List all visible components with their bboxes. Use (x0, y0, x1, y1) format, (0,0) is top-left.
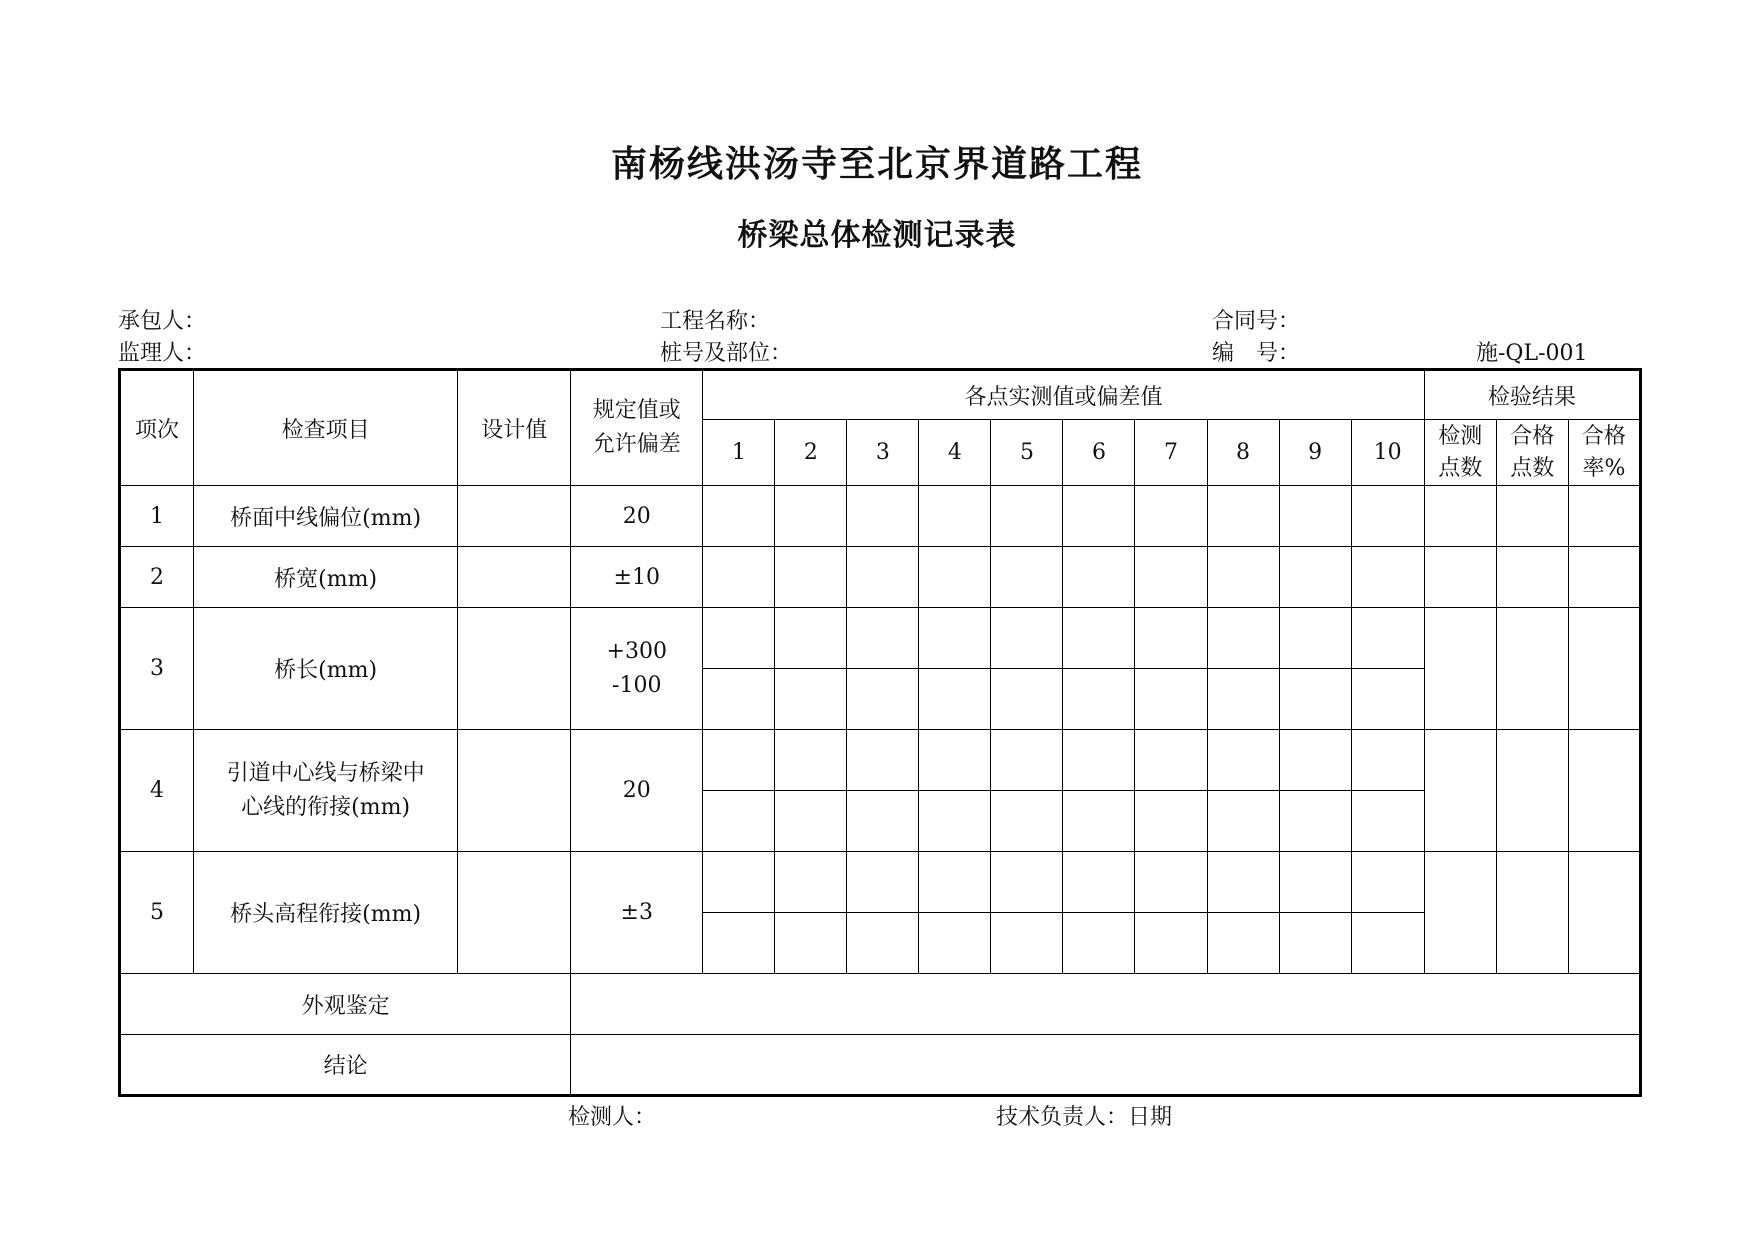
result-cell[interactable] (1424, 547, 1496, 608)
col-design-header: 设计值 (458, 370, 571, 486)
row-index: 1 (120, 486, 194, 547)
point-cell[interactable] (847, 791, 919, 852)
point-header: 3 (847, 420, 919, 486)
point-cell[interactable] (1207, 913, 1279, 974)
point-cell[interactable] (919, 547, 991, 608)
point-header: 10 (1351, 420, 1424, 486)
row-index: 3 (120, 608, 194, 730)
row-tolerance: 20 (571, 486, 703, 547)
appearance-row (120, 974, 1641, 1035)
result-pass-rate-line2: 率% (1582, 455, 1626, 481)
design-value-cell[interactable] (458, 730, 571, 852)
point-cell[interactable] (1063, 608, 1135, 669)
point-cell[interactable] (1063, 852, 1135, 913)
conclusion-label: 结论 (120, 1035, 571, 1096)
point-cell[interactable] (1351, 547, 1424, 608)
contract-no-label: 合同号： (1212, 309, 1301, 334)
table-row (120, 608, 1641, 669)
design-value-cell[interactable] (458, 486, 571, 547)
result-cell[interactable] (1496, 486, 1568, 547)
point-cell[interactable] (991, 852, 1063, 913)
row-tolerance: ±10 (571, 547, 703, 608)
row-item: 桥宽(mm) (194, 547, 458, 608)
inspection-table (118, 368, 1642, 1097)
point-cell[interactable] (919, 730, 991, 791)
point-cell[interactable] (1207, 669, 1279, 730)
point-cell[interactable] (775, 852, 847, 913)
appearance-label: 外观鉴定 (120, 974, 571, 1035)
point-cell[interactable] (1279, 547, 1351, 608)
result-cell[interactable] (1568, 547, 1640, 608)
point-cell[interactable] (1063, 669, 1135, 730)
point-cell[interactable] (847, 608, 919, 669)
col-item-header: 检查项目 (194, 370, 458, 486)
point-cell[interactable] (1135, 791, 1207, 852)
point-cell[interactable] (1279, 913, 1351, 974)
point-cell[interactable] (703, 791, 775, 852)
project-title: 南杨线洪汤寺至北京界道路工程 (610, 143, 1143, 185)
result-cell[interactable] (1424, 486, 1496, 547)
point-cell[interactable] (919, 608, 991, 669)
point-cell[interactable] (775, 791, 847, 852)
point-header: 8 (1207, 420, 1279, 486)
point-cell[interactable] (703, 486, 775, 547)
table-row (120, 547, 1641, 608)
col-result-header: 检验结果 (1424, 370, 1640, 420)
point-header: 2 (775, 420, 847, 486)
point-cell[interactable] (847, 852, 919, 913)
point-cell[interactable] (703, 547, 775, 608)
point-cell[interactable] (1135, 669, 1207, 730)
station-label: 桩号及部位： (660, 341, 793, 366)
col-index-header: 项次 (120, 370, 194, 486)
col-points-header: 各点实测值或偏差值 (703, 370, 1424, 420)
row-item: 桥面中线偏位(mm) (194, 486, 458, 547)
point-cell[interactable] (703, 852, 775, 913)
point-cell[interactable] (775, 486, 847, 547)
point-cell[interactable] (703, 730, 775, 791)
supervisor-label: 监理人： (118, 341, 207, 366)
point-cell[interactable] (1279, 486, 1351, 547)
result-cell[interactable] (1424, 852, 1496, 974)
row-tolerance (571, 608, 703, 730)
point-cell[interactable] (703, 669, 775, 730)
point-cell[interactable] (775, 913, 847, 974)
point-cell[interactable] (1279, 669, 1351, 730)
point-cell[interactable] (847, 669, 919, 730)
appearance-cell[interactable] (571, 974, 1641, 1035)
header-row-1 (120, 370, 1641, 420)
point-cell[interactable] (1207, 730, 1279, 791)
point-cell[interactable] (991, 486, 1063, 547)
point-cell[interactable] (1351, 608, 1424, 669)
serial-value: 施-QL-001 (1476, 341, 1588, 366)
col-tolerance-line1: 规定值或 (592, 398, 681, 423)
result-pass-count-line2: 点数 (1510, 455, 1555, 481)
point-cell[interactable] (1207, 608, 1279, 669)
point-cell[interactable] (847, 486, 919, 547)
point-cell[interactable] (775, 608, 847, 669)
point-cell[interactable] (1279, 730, 1351, 791)
table-row (120, 730, 1641, 791)
point-cell[interactable] (1135, 608, 1207, 669)
design-value-cell[interactable] (458, 608, 571, 730)
point-header: 4 (919, 420, 991, 486)
point-cell[interactable] (1207, 486, 1279, 547)
contractor-label: 承包人： (118, 309, 207, 334)
point-cell[interactable] (1063, 486, 1135, 547)
result-pass-count-line1: 合格 (1510, 423, 1555, 449)
table-row (120, 486, 1641, 547)
point-cell[interactable] (1351, 791, 1424, 852)
result-cell[interactable] (1496, 730, 1568, 852)
point-cell[interactable] (1279, 791, 1351, 852)
point-cell[interactable] (703, 913, 775, 974)
result-pass-count-header (1496, 420, 1568, 486)
point-cell[interactable] (919, 669, 991, 730)
point-cell[interactable] (1351, 913, 1424, 974)
project-name-label: 工程名称： (660, 309, 771, 334)
result-test-count-line2: 点数 (1438, 455, 1483, 481)
inspector-label: 检测人： (568, 1105, 657, 1130)
conclusion-row (120, 1035, 1641, 1096)
result-cell[interactable] (1568, 486, 1640, 547)
point-cell[interactable] (1063, 547, 1135, 608)
row-tolerance-lower: -100 (612, 672, 662, 698)
point-cell[interactable] (1063, 913, 1135, 974)
conclusion-cell[interactable] (571, 1035, 1641, 1096)
point-cell[interactable] (1207, 791, 1279, 852)
point-cell[interactable] (991, 547, 1063, 608)
result-pass-rate-line1: 合格 (1581, 423, 1626, 449)
row-item: 桥头高程衔接(mm) (194, 852, 458, 974)
serial-label: 编 号： (1212, 341, 1301, 366)
point-cell[interactable] (919, 852, 991, 913)
result-test-count-header (1424, 420, 1496, 486)
point-cell[interactable] (1351, 852, 1424, 913)
row-index: 5 (120, 852, 194, 974)
result-cell[interactable] (1424, 730, 1496, 852)
point-cell[interactable] (919, 791, 991, 852)
row-tolerance: ±3 (571, 852, 703, 974)
point-header: 7 (1135, 420, 1207, 486)
col-tolerance-header (571, 370, 703, 486)
design-value-cell[interactable] (458, 547, 571, 608)
point-cell[interactable] (847, 730, 919, 791)
row-index: 4 (120, 730, 194, 852)
point-cell[interactable] (991, 913, 1063, 974)
point-cell[interactable] (847, 913, 919, 974)
point-cell[interactable] (1207, 852, 1279, 913)
point-header: 9 (1279, 420, 1351, 486)
point-header: 1 (703, 420, 775, 486)
result-cell[interactable] (1424, 608, 1496, 730)
point-cell[interactable] (775, 669, 847, 730)
point-cell[interactable] (1063, 791, 1135, 852)
point-cell[interactable] (991, 791, 1063, 852)
result-cell[interactable] (1496, 608, 1568, 730)
point-cell[interactable] (1135, 547, 1207, 608)
row-item (194, 730, 458, 852)
row-tolerance: 20 (571, 730, 703, 852)
point-cell[interactable] (991, 669, 1063, 730)
point-cell[interactable] (1063, 730, 1135, 791)
point-cell[interactable] (919, 913, 991, 974)
point-cell[interactable] (991, 608, 1063, 669)
point-cell[interactable] (775, 547, 847, 608)
row-item-line2: 心线的衔接(mm) (241, 794, 411, 820)
result-pass-rate-header (1568, 420, 1640, 486)
point-cell[interactable] (1135, 913, 1207, 974)
result-test-count-line1: 检测 (1438, 423, 1483, 449)
point-cell[interactable] (1279, 852, 1351, 913)
point-header: 5 (991, 420, 1063, 486)
result-cell[interactable] (1568, 608, 1640, 730)
point-cell[interactable] (1351, 730, 1424, 791)
form-title: 桥梁总体检测记录表 (737, 218, 1017, 253)
row-tolerance-upper: +300 (606, 638, 667, 664)
point-cell[interactable] (1351, 486, 1424, 547)
row-item-line1: 引道中心线与桥梁中 (226, 760, 425, 786)
result-cell[interactable] (1496, 547, 1568, 608)
point-cell[interactable] (847, 547, 919, 608)
tech-lead-label: 技术负责人：日期 (996, 1105, 1173, 1130)
row-item: 桥长(mm) (194, 608, 458, 730)
col-tolerance-line2: 允许偏差 (592, 432, 681, 457)
point-cell[interactable] (991, 730, 1063, 791)
result-cell[interactable] (1568, 730, 1640, 852)
point-cell[interactable] (1351, 669, 1424, 730)
point-cell[interactable] (775, 730, 847, 791)
point-cell[interactable] (1279, 608, 1351, 669)
point-cell[interactable] (1135, 486, 1207, 547)
point-cell[interactable] (1135, 852, 1207, 913)
point-header: 6 (1063, 420, 1135, 486)
point-cell[interactable] (703, 608, 775, 669)
point-cell[interactable] (1207, 547, 1279, 608)
point-cell[interactable] (919, 486, 991, 547)
table-row (120, 852, 1641, 913)
result-cell[interactable] (1496, 852, 1568, 974)
result-cell[interactable] (1568, 852, 1640, 974)
point-cell[interactable] (1135, 730, 1207, 791)
design-value-cell[interactable] (458, 852, 571, 974)
row-index: 2 (120, 547, 194, 608)
